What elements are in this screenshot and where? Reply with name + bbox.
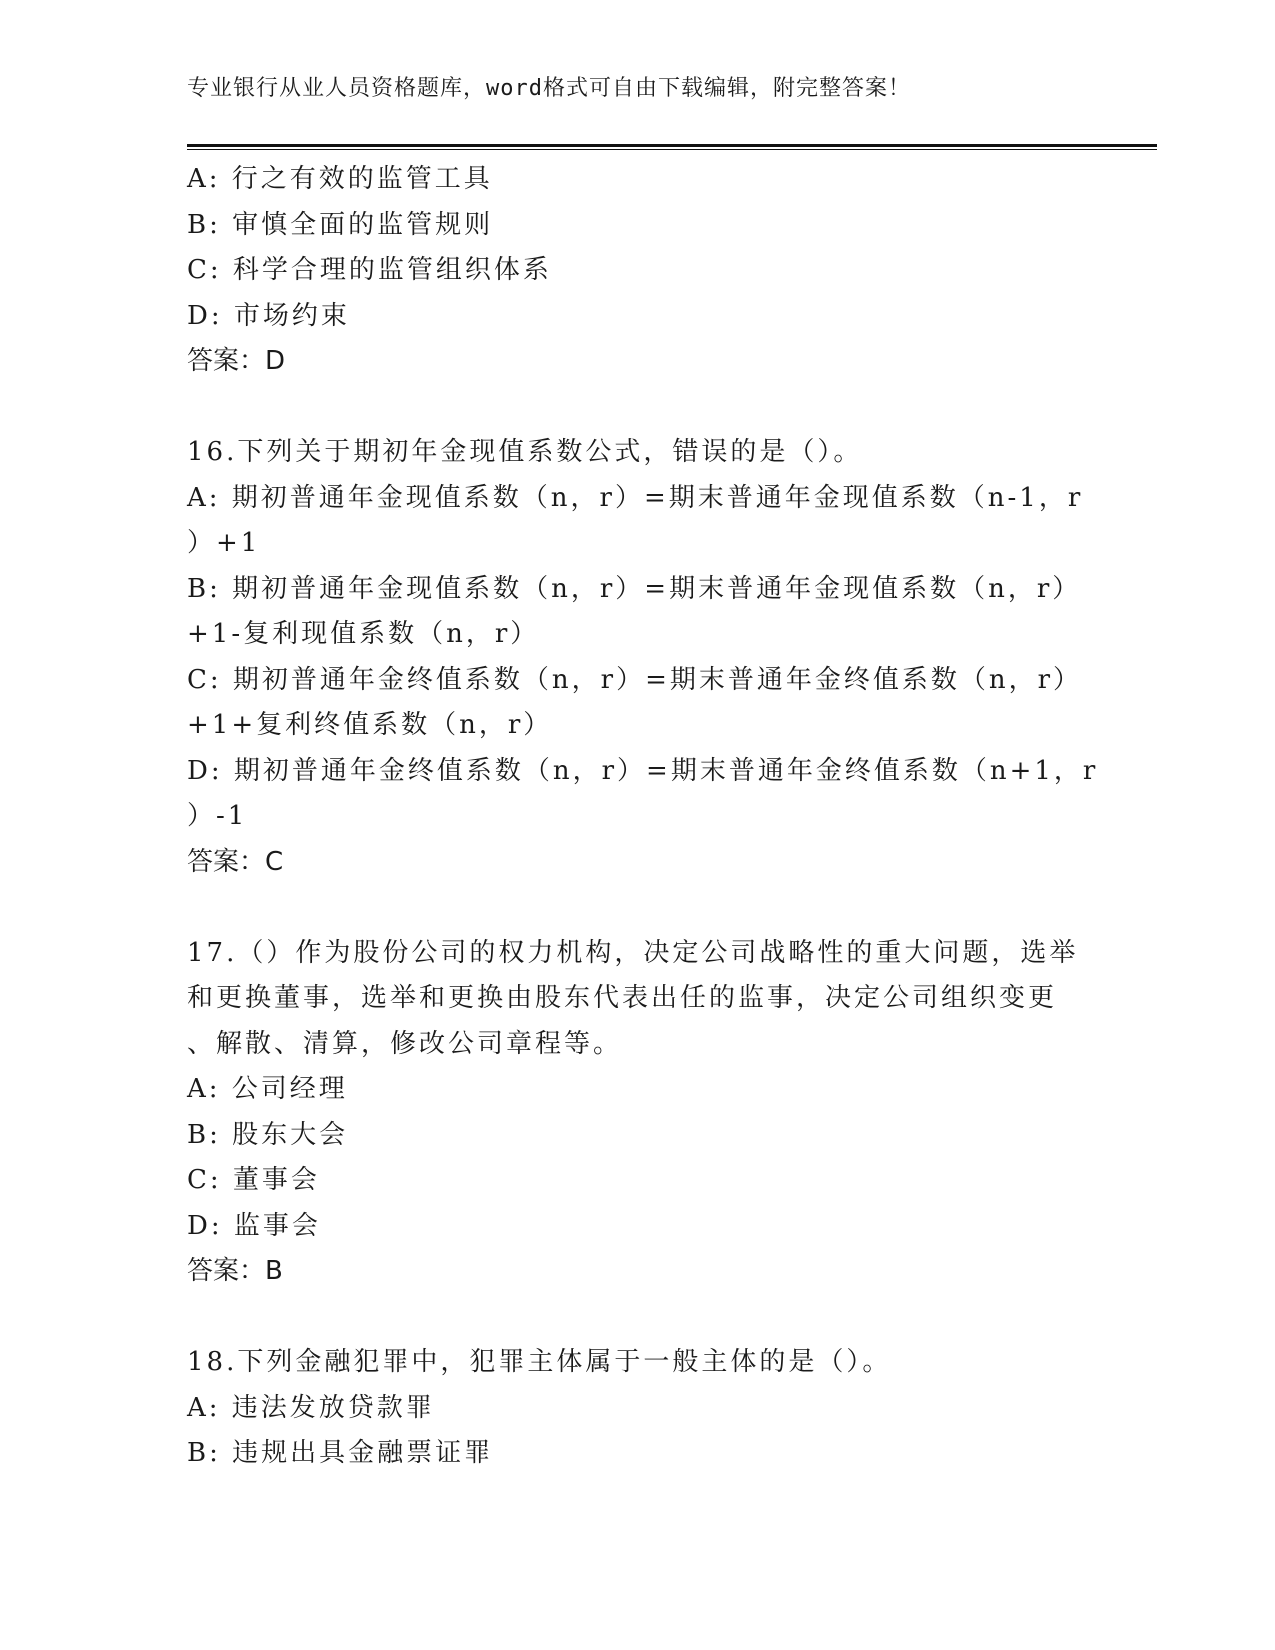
option-c: C: 科学合理的监管组织体系 bbox=[187, 255, 552, 285]
option-b: B: 期初普通年金现值系数（n，r）=期末普通年金现值系数（n，r） bbox=[187, 573, 1082, 604]
option-c: C: 期初普通年金终值系数（n，r）=期末普通年金终值系数（n，r） bbox=[187, 664, 1083, 695]
option-a: A: 公司经理 bbox=[187, 1074, 348, 1104]
question-15-block bbox=[187, 157, 1087, 385]
option-c: C: 董事会 bbox=[187, 1165, 320, 1195]
answer-line: 答案：C bbox=[187, 846, 284, 877]
question-stem-continued: 、解散、清算，修改公司章程等。 bbox=[187, 1028, 623, 1059]
spacer bbox=[187, 885, 1087, 931]
question-stem: 17.（）作为股份公司的权力机构，决定公司战略性的重大问题，选举 bbox=[187, 937, 1079, 968]
option-d: D: 期初普通年金终值系数（n，r）=期末普通年金终值系数（n+1，r bbox=[187, 755, 1099, 786]
spacer bbox=[187, 1295, 1087, 1341]
spacer bbox=[187, 385, 1087, 431]
option-c-continued: +1+复利终值系数（n，r） bbox=[187, 710, 553, 740]
option-d: D: 市场约束 bbox=[187, 300, 350, 331]
option-d-continued: ）-1 bbox=[187, 801, 248, 831]
option-a-continued: ）+1 bbox=[187, 528, 261, 558]
option-a: A: 违法发放贷款罪 bbox=[187, 1392, 435, 1423]
option-b: B: 审慎全面的监管规则 bbox=[187, 209, 494, 240]
document-body bbox=[187, 157, 1099, 1477]
header-rule-thin bbox=[187, 149, 1157, 150]
page-header: 专业银行从业人员资格题库，word格式可自由下载编辑，附完整答案！ bbox=[187, 76, 911, 101]
answer-line: 答案：B bbox=[187, 1256, 283, 1286]
question-16-block bbox=[187, 430, 1099, 885]
question-stem: 18.下列金融犯罪中，犯罪主体属于一般主体的是（）。 bbox=[187, 1347, 892, 1377]
option-a: A: 期初普通年金现值系数（n，r）=期末普通年金现值系数（n-1，r bbox=[187, 482, 1084, 513]
option-b: B: 违规出具金融票证罪 bbox=[187, 1438, 494, 1468]
question-18-block bbox=[187, 1340, 1087, 1477]
option-b-continued: +1-复利现值系数（n，r） bbox=[187, 619, 540, 649]
option-d: D: 监事会 bbox=[187, 1210, 321, 1241]
header-rule-thick bbox=[187, 144, 1157, 147]
question-stem: 16.下列关于期初年金现值系数公式，错误的是（）。 bbox=[187, 437, 863, 467]
question-17-block bbox=[187, 931, 1087, 1295]
option-b: B: 股东大会 bbox=[187, 1119, 349, 1150]
answer-line: 答案：D bbox=[187, 346, 286, 376]
question-stem-continued: 和更换董事，选举和更换由股东代表出任的监事，决定公司组织变更 bbox=[187, 983, 1058, 1013]
option-a: A: 行之有效的监管工具 bbox=[187, 164, 493, 194]
